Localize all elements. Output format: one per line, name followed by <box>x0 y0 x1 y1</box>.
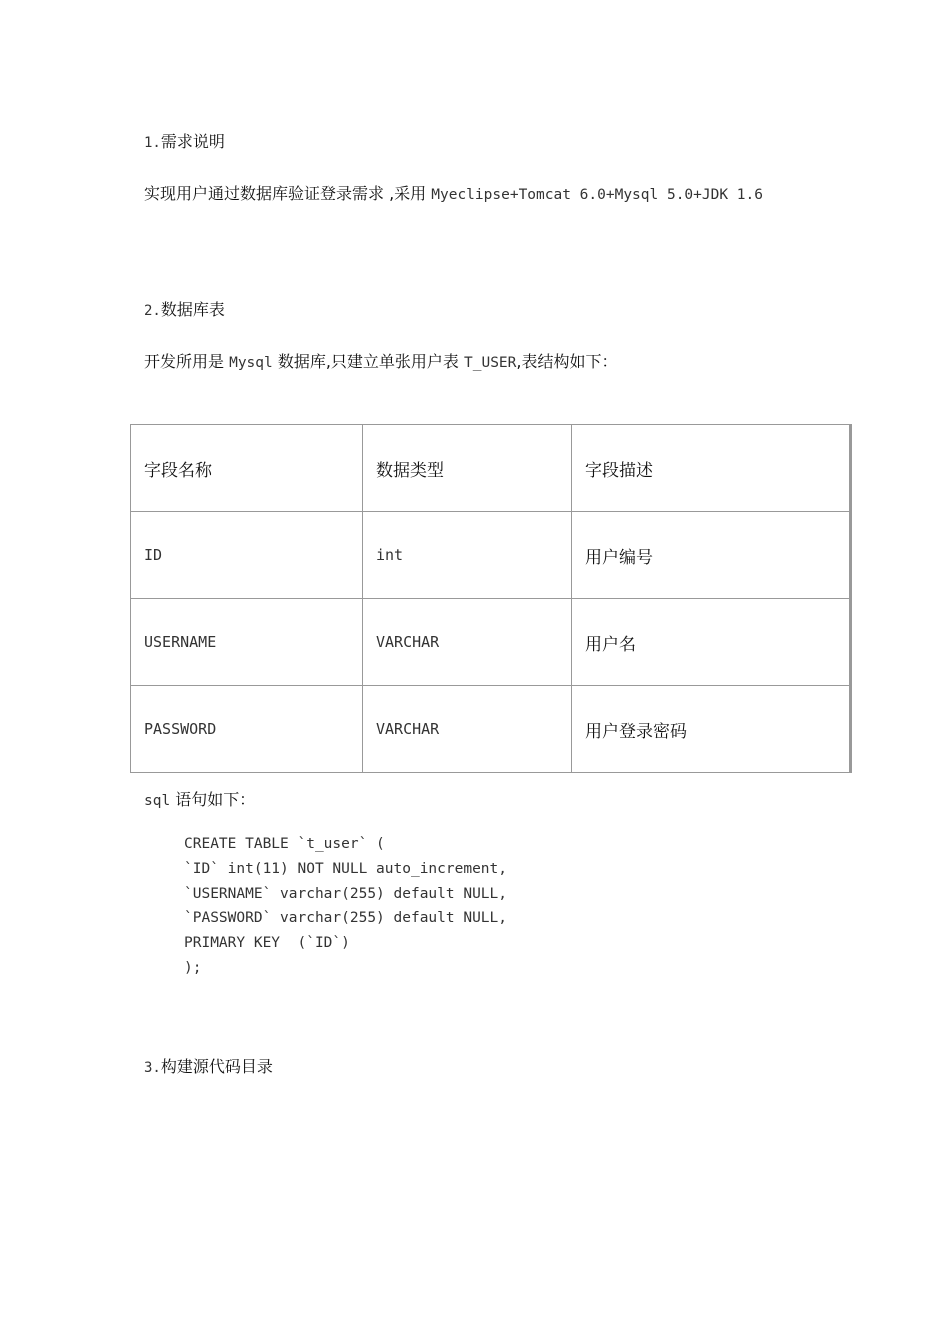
section-3-heading <box>144 1056 273 1079</box>
code-line: CREATE TABLE `t_user` ( <box>184 836 385 852</box>
table-name: T_USER <box>464 355 517 371</box>
section-number: 1. <box>144 135 161 151</box>
sql-keyword: sql <box>144 793 171 809</box>
table-cell: 用户编号 <box>572 512 851 599</box>
section-1-heading <box>144 131 225 154</box>
table-cell: PASSWORD <box>131 686 363 773</box>
table-cell: VARCHAR <box>363 599 572 686</box>
field-table <box>130 424 852 773</box>
section-2-paragraph <box>144 351 618 374</box>
db-name: Mysql <box>229 355 273 371</box>
code-line: PRIMARY KEY (`ID`) <box>184 935 350 952</box>
section-title: 构建源代码目录 <box>160 1057 273 1076</box>
section-title: 需求说明 <box>160 132 225 151</box>
header-cell: 数据类型 <box>363 425 572 512</box>
table-row <box>131 686 851 773</box>
section-1-paragraph <box>144 183 763 206</box>
sql-code-block <box>184 832 507 981</box>
table-cell: USERNAME <box>131 599 363 686</box>
paragraph-text: 开发所用是 <box>144 352 230 371</box>
table-cell: 用户登录密码 <box>572 686 851 773</box>
section-2-heading <box>144 299 225 322</box>
section-number: 3. <box>144 1060 161 1076</box>
table-row <box>131 599 851 686</box>
table-cell: int <box>363 512 572 599</box>
section-title: 数据库表 <box>160 300 225 319</box>
table-cell: ID <box>131 512 363 599</box>
header-cell: 字段名称 <box>131 425 363 512</box>
table-header-row <box>131 425 851 512</box>
code-line: `ID` int(11) NOT NULL auto_increment, <box>184 860 508 877</box>
paragraph-text: ,表结构如下： <box>516 352 618 371</box>
sql-intro <box>144 789 255 812</box>
code-line: ); <box>184 959 202 976</box>
section-number: 2. <box>144 303 161 319</box>
paragraph-text: 语句如下： <box>170 790 256 809</box>
code-line: `PASSWORD` varchar(255) default NULL, <box>184 910 508 927</box>
table-row <box>131 512 851 599</box>
paragraph-text: 实现用户通过数据库验证登录需求 ,采用 <box>144 184 432 203</box>
table-cell: 用户名 <box>572 599 851 686</box>
table-cell: VARCHAR <box>363 686 572 773</box>
tech-stack-text: Myeclipse+Tomcat 6.0+Mysql 5.0+JDK 1.6 <box>431 187 763 203</box>
paragraph-text: 数据库,只建立单张用户表 <box>272 352 465 371</box>
code-line: `USERNAME` varchar(255) default NULL, <box>184 885 508 902</box>
header-cell: 字段描述 <box>572 425 851 512</box>
